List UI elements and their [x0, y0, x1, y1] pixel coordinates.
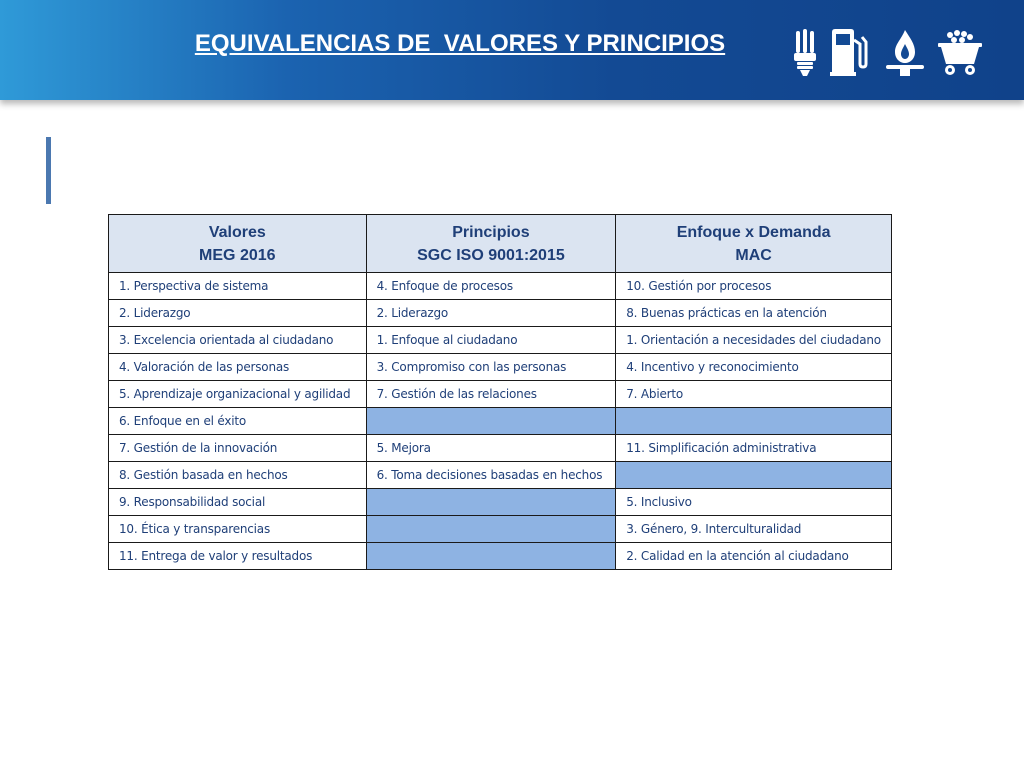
table-cell: 2. Liderazgo — [366, 300, 616, 327]
table-row — [109, 489, 892, 516]
table-cell — [366, 489, 616, 516]
table-row — [109, 381, 892, 408]
table-cell — [366, 543, 616, 570]
table-cell — [616, 462, 892, 489]
table-row — [109, 462, 892, 489]
table-cell: 1. Enfoque al ciudadano — [366, 327, 616, 354]
table-cell: 3. Género, 9. Interculturalidad — [616, 516, 892, 543]
table-row — [109, 354, 892, 381]
table-cell: 5. Aprendizaje organizacional y agilidad — [109, 381, 367, 408]
table-cell: 11. Entrega de valor y resultados — [109, 543, 367, 570]
slide-title: EQUIVALENCIAS DE VALORES Y PRINCIPIOS — [194, 30, 726, 57]
gas-flame-icon — [884, 28, 926, 78]
table-cell: 6. Enfoque en el éxito — [109, 408, 367, 435]
table-cell: 10. Ética y transparencias — [109, 516, 367, 543]
column-header-principios: Principios SGC ISO 9001:2015 — [366, 215, 616, 273]
table-header-row — [109, 215, 892, 273]
table-cell: 5. Inclusivo — [616, 489, 892, 516]
table-cell: 7. Abierto — [616, 381, 892, 408]
column-header-valores: Valores MEG 2016 — [109, 215, 367, 273]
table-cell: 5. Mejora — [366, 435, 616, 462]
column-header-enfoque: Enfoque x Demanda MAC — [616, 215, 892, 273]
table-cell: 3. Compromiso con las personas — [366, 354, 616, 381]
table-cell: 8. Gestión basada en hechos — [109, 462, 367, 489]
table-row — [109, 408, 892, 435]
header-banner — [0, 0, 1024, 100]
table-cell: 7. Gestión de la innovación — [109, 435, 367, 462]
table-cell: 4. Enfoque de procesos — [366, 273, 616, 300]
table-cell — [616, 408, 892, 435]
table-cell: 6. Toma decisiones basadas en hechos — [366, 462, 616, 489]
table-cell: 11. Simplificación administrativa — [616, 435, 892, 462]
table-cell: 8. Buenas prácticas en la atención — [616, 300, 892, 327]
fuel-pump-icon — [828, 28, 868, 78]
equivalence-table — [108, 214, 892, 570]
light-bulb-icon — [790, 28, 820, 78]
table-cell: 1. Perspectiva de sistema — [109, 273, 367, 300]
table-cell: 3. Excelencia orientada al ciudadano — [109, 327, 367, 354]
table-cell: 4. Incentivo y reconocimiento — [616, 354, 892, 381]
table-cell: 9. Responsabilidad social — [109, 489, 367, 516]
table-row — [109, 273, 892, 300]
table-cell — [366, 516, 616, 543]
table-cell — [366, 408, 616, 435]
mining-cart-icon — [936, 28, 984, 78]
table-cell: 1. Orientación a necesidades del ciudadano — [616, 327, 892, 354]
table-row — [109, 327, 892, 354]
table-cell: 2. Liderazgo — [109, 300, 367, 327]
table-cell: 7. Gestión de las relaciones — [366, 381, 616, 408]
accent-bar — [46, 137, 51, 204]
table-cell: 10. Gestión por procesos — [616, 273, 892, 300]
table-row — [109, 543, 892, 570]
table-row — [109, 516, 892, 543]
table-row — [109, 435, 892, 462]
table-cell: 2. Calidad en la atención al ciudadano — [616, 543, 892, 570]
header-icons — [790, 28, 990, 78]
table-row — [109, 300, 892, 327]
table-cell: 4. Valoración de las personas — [109, 354, 367, 381]
